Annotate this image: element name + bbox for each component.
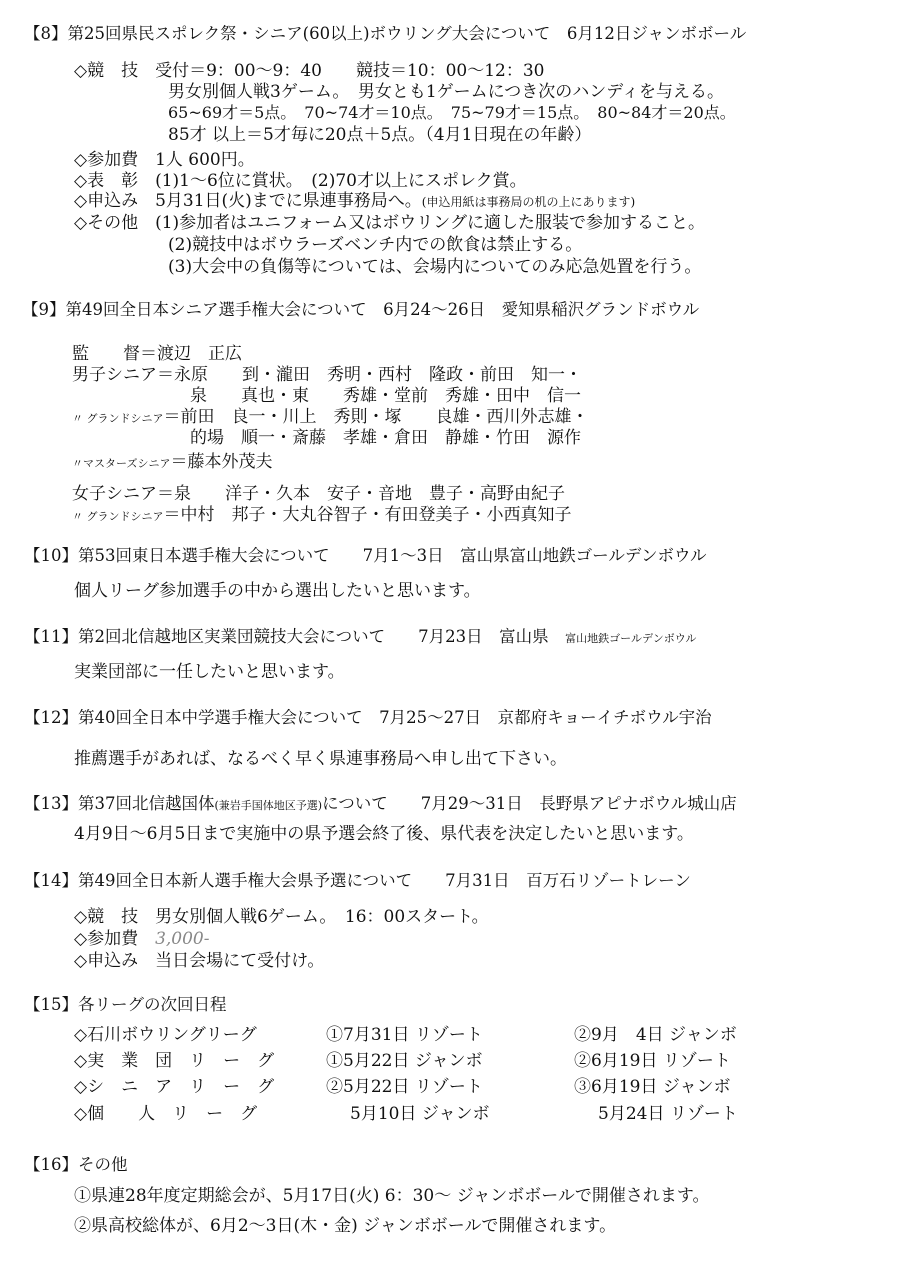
- s8-fee: ◇参加費 1人 600円。: [74, 150, 255, 170]
- league-date-b: ②9月 4日 ジャンボ: [574, 1025, 737, 1045]
- league-date-b: ③6月19日 ジャンボ: [574, 1077, 731, 1097]
- s8-other-1: ◇その他 (1)参加者はユニフォーム又はボウリングに適した服装で参加すること。: [74, 213, 705, 233]
- s8-application-note: (申込用紙は事務局の机の上にあります): [421, 195, 636, 209]
- s11-venue: 富山地鉄ゴールデンボウル: [565, 632, 697, 645]
- league-date-a: 5月10日 ジャンボ: [350, 1104, 490, 1124]
- s9-masters-names: ＝藤本外茂夫: [170, 452, 273, 472]
- section-8-heading: 【8】第25回県民スポレク祭・シニア(60以上)ボウリング大会について 6月12日ジャンボボール: [24, 24, 747, 43]
- league-name: ◇シ ニ ア リ ー グ: [74, 1077, 275, 1097]
- s9-masters-senior: [72, 451, 272, 475]
- s12-text: 推薦選手があれば、なるべく早く県連事務局へ申し出て下さい。: [74, 749, 567, 769]
- s9-women-grand-label: 〃 グランドシニア: [72, 510, 164, 523]
- s9-grand-senior-names: ＝前田 良一・川上 秀則・塚 良雄・西川外志雄・: [163, 407, 589, 427]
- s14-fee-label: ◇参加費: [74, 929, 139, 949]
- s8-application-text: ◇申込み 5月31日(火)までに県連事務局へ。: [74, 191, 422, 211]
- league-date-b: ②6月19日 リゾート: [574, 1051, 731, 1071]
- s8-handicap-1: 65~69才＝5点。 70~74才＝10点。 75~79才＝15点。 80~84才＝20点。: [168, 103, 736, 122]
- s8-application: [74, 190, 635, 213]
- s14-fee: [74, 928, 210, 950]
- s8-handicap-2: 85才 以上＝5才毎に20点＋5点。（4月1日現在の年齢）: [168, 125, 592, 145]
- league-date-a: ①7月31日 リゾート: [326, 1025, 483, 1045]
- s9-grand-senior-2: 的場 順一・斎藤 孝雄・倉田 静雄・竹田 源作: [190, 428, 581, 448]
- section-16-heading: 【16】その他: [24, 1155, 128, 1174]
- s9-men-senior-1: 男子シニア＝永原 到・瀧田 秀明・西村 隆政・前田 知一・: [72, 365, 582, 385]
- section-11-heading: [24, 626, 696, 650]
- section-10-heading: 【10】第53回東日本選手権大会について 7月1～3日 富山県富山地鉄ゴールデンボウル: [24, 546, 707, 565]
- s9-grand-senior-label: 〃 グランドシニア: [72, 412, 164, 425]
- s13-heading-c: について 7月29～31日 長野県アピナボウル城山店: [322, 794, 737, 813]
- s11-heading-text: 【11】第2回北信越地区実業団競技大会について 7月23日 富山県: [24, 627, 549, 646]
- league-date-b: 5月24日 リゾート: [598, 1104, 738, 1124]
- section-14-heading: 【14】第49回全日本新人選手権大会県予選について 7月31日 百万石リゾートレーン: [24, 871, 691, 890]
- s9-women-grand-senior: [72, 504, 572, 528]
- s9-women-grand-names: ＝中村 邦子・大丸谷智子・有田登美子・小西真知子: [163, 505, 572, 525]
- section-12-heading: 【12】第40回全日本中学選手権大会について 7月25～27日 京都府キョーイチボウル宇治: [24, 708, 712, 727]
- section-13-heading: [24, 793, 737, 817]
- s8-other-3: (3)大会中の負傷等については、会場内についてのみ応急処置を行う。: [168, 257, 702, 277]
- s14-competition: ◇競 技 男女別個人戦6ゲーム。 16：00スタート。: [74, 907, 489, 927]
- s16-item-1: ①県連28年度定期総会が、5月17日(火) 6：30～ ジャンボボールで開催されます。: [74, 1186, 710, 1206]
- section-9-heading: 【9】第49回全日本シニア選手権大会について 6月24～26日 愛知県稲沢グランドボウル: [22, 300, 700, 319]
- league-date-a: ②5月22日 リゾート: [326, 1077, 483, 1097]
- s9-masters-label: 〃マスターズシニア: [72, 457, 171, 470]
- s9-manager: 監 督＝渡辺 正広: [72, 344, 242, 364]
- league-name: ◇石川ボウリングリーグ: [74, 1025, 257, 1045]
- s13-heading-note: (兼岩手国体地区予選): [214, 799, 323, 812]
- s13-text: 4月9日～6月5日まで実施中の県予選会終了後、県代表を決定したいと思います。: [74, 824, 694, 844]
- s8-competition-time: ◇競 技 受付＝9：00～9：40 競技＝10：00～12：30: [74, 61, 545, 81]
- s9-men-senior-2: 泉 真也・東 秀雄・堂前 秀雄・田中 信一: [190, 386, 581, 406]
- s8-awards: ◇表 彰 (1)1～6位に賞状。 (2)70才以上にスポレク賞。: [74, 171, 527, 191]
- s16-item-2: ②県高校総体が、6月2～3日(木・金) ジャンボボールで開催されます。: [74, 1216, 617, 1236]
- league-name: ◇実 業 団 リ ー グ: [74, 1051, 275, 1071]
- section-15-heading: 【15】各リーグの次回日程: [24, 995, 227, 1014]
- s14-fee-value: 3,000-: [155, 929, 210, 949]
- s8-other-2: (2)競技中はボウラーズベンチ内での飲食は禁止する。: [168, 235, 583, 255]
- s10-text: 個人リーグ参加選手の中から選出したいと思います。: [74, 581, 481, 601]
- s8-format: 男女別個人戦3ゲーム。 男女とも1ゲームにつき次のハンディを与える。: [168, 82, 724, 102]
- league-name: ◇個 人 リ ー グ: [74, 1104, 258, 1124]
- s13-heading-a: 【13】第37回北信越国体: [24, 794, 215, 813]
- s11-text: 実業団部に一任したいと思います。: [74, 662, 345, 682]
- league-date-a: ①5月22日 ジャンボ: [326, 1051, 483, 1071]
- s9-women-senior: 女子シニア＝泉 洋子・久本 安子・音地 豊子・高野由紀子: [72, 484, 565, 504]
- s14-application: ◇申込み 当日会場にて受付け。: [74, 951, 325, 971]
